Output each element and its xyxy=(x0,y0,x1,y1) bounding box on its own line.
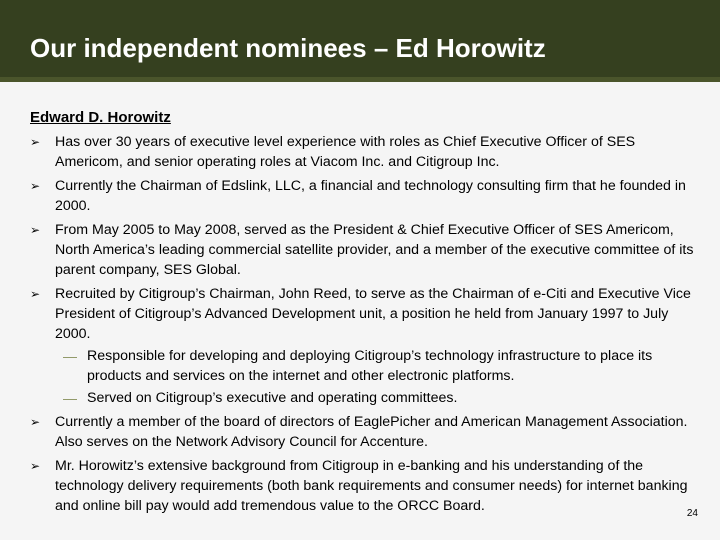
title-bar-divider xyxy=(0,77,720,82)
arrowhead-bullet-icon: ➢ xyxy=(30,179,41,193)
bullet-text: Mr. Horowitz’s extensive background from Citigroup in e-banking and his understanding of the technology delivery requirements (both bank requirements and consumer needs) for internet banking and online bill pay would add tremendous value to the ORCC Board. xyxy=(55,458,688,514)
dash-bullet-icon: — xyxy=(63,348,77,364)
bullet-text: Currently the Chairman of Edslink, LLC, a financial and technology consulting firm that he founded in 2000. xyxy=(55,178,686,214)
bullet-item xyxy=(30,284,700,344)
sub-bullet-text: Responsible for developing and deploying Citigroup’s technology infrastructure to place its products and services on the internet and other electronic platforms. xyxy=(87,348,653,384)
arrowhead-bullet-icon: ➢ xyxy=(30,287,41,301)
arrowhead-bullet-icon: ➢ xyxy=(30,415,41,429)
arrowhead-bullet-icon: ➢ xyxy=(30,223,41,237)
dash-bullet-icon: — xyxy=(63,390,77,406)
bullet-text: From May 2005 to May 2008, served as the President & Chief Executive Officer of SES Americom, North America’s leading commercial satellite provider, and a member of the executive committee of its parent company, SES Global. xyxy=(55,222,694,278)
sub-bullet-item xyxy=(30,346,700,386)
slide-title: Our independent nominees – Ed Horowitz xyxy=(30,33,546,63)
arrowhead-bullet-icon: ➢ xyxy=(30,459,41,473)
bullet-text: Has over 30 years of executive level experience with roles as Chief Executive Officer of SES Americom, and senior operating roles at Viacom Inc. and Citigroup Inc. xyxy=(55,134,636,170)
bullet-item xyxy=(30,412,700,452)
slide-content xyxy=(30,108,700,516)
bullet-text: Currently a member of the board of directors of EaglePicher and American Management Association. Also serves on the Network Advisory Council for Accenture. xyxy=(55,414,688,450)
bullet-item xyxy=(30,132,700,172)
sub-bullet-text: Served on Citigroup’s executive and operating committees. xyxy=(87,390,458,406)
bullet-item xyxy=(30,176,700,216)
sub-bullet-item xyxy=(30,388,700,408)
bullet-text: Recruited by Citigroup’s Chairman, John Reed, to serve as the Chairman of e-Citi and Executive Vice President of Citigroup’s Advanced Development unit, a position he held from January 1997 to July 2000. xyxy=(55,286,691,342)
bullet-item xyxy=(30,220,700,280)
page-number: 24 xyxy=(686,508,698,519)
arrowhead-bullet-icon: ➢ xyxy=(30,135,41,149)
nominee-name: Edward D. Horowitz xyxy=(30,109,171,126)
bullet-item xyxy=(30,456,700,516)
